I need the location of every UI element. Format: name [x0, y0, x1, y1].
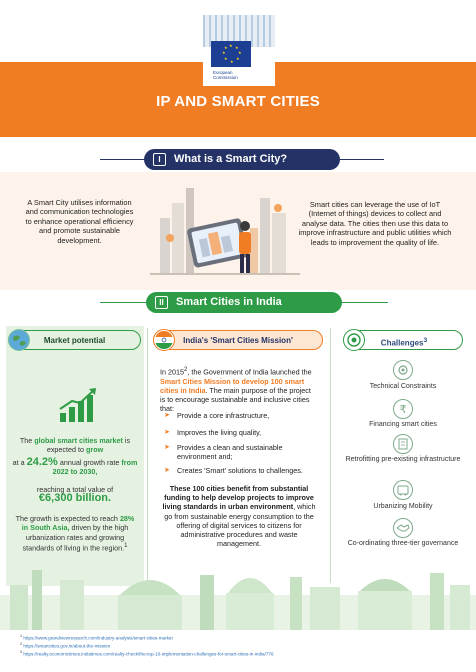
heading-line-left-2	[100, 302, 146, 303]
text-run: , the Government of India launched the	[187, 367, 312, 377]
mission-intro	[160, 366, 318, 413]
handshake-icon	[393, 518, 413, 538]
footnote-number: 2	[20, 642, 23, 646]
section-heading-india	[146, 292, 342, 313]
growth-chart-icon	[58, 387, 98, 423]
mission-heading	[153, 330, 323, 350]
footnote-number: 3	[20, 650, 23, 654]
logo-text	[213, 70, 273, 80]
european-commission-logo	[203, 15, 275, 85]
highlight-text: from 2022 to 2030,	[52, 458, 138, 477]
footnote-number: 1	[20, 634, 23, 638]
mission-title: India's 'Smart Cities Mission'	[183, 336, 293, 345]
bold-text: These 100 cities benefit from substantial funding to help develop projects to improve living standards in urban environment	[162, 484, 314, 512]
footnote-link[interactable]: https://www.grandviewresearch.com/industry-analysis/smart-cities-market	[23, 635, 173, 641]
arrow-icon: ➤	[164, 412, 170, 419]
footnote[interactable]	[20, 649, 460, 658]
footnote-link[interactable]: https://realty.economictimes.indiatimes.com/realty-check/the-top-10-implementation-challenges-for-smart-cities-in-india/776	[23, 651, 274, 657]
heading-line-left	[100, 159, 144, 160]
arrow-icon: ➤	[164, 467, 170, 474]
mission-bullet	[164, 428, 319, 437]
footnote-ref: 1	[124, 543, 128, 550]
svg-text:₹: ₹	[399, 403, 407, 416]
gear-icon	[393, 360, 413, 380]
bullet-text: Creates 'Smart' solutions to challenges.	[177, 466, 303, 475]
page-title: IP AND SMART CITIES	[156, 93, 320, 110]
bullet-text: Improves the living quality,	[177, 428, 262, 437]
highlight-text: 28% in South Asia,	[21, 514, 135, 533]
column-divider-2	[330, 328, 331, 583]
text-run: . The main purpose of the project is to encourage sustainable and inclusive cities that:	[160, 385, 311, 414]
highlight-text: Smart Cities Mission to develop 100 smart cities in India	[160, 376, 305, 395]
bullet-text: Provide a core infrastructure,	[177, 411, 270, 420]
challenge-label: Financing smart cities	[369, 421, 437, 428]
globe-icon	[8, 329, 30, 351]
market-south-asia-text	[12, 514, 138, 553]
smart-city-iot-text: Smart cities can leverage the use of IoT (Internet of things) devices to collect and analyse data. The cities then use this data to improve infrastructure and public utilities which leads to improvement the quality of life.	[298, 200, 452, 247]
challenge-label: Urbanizing Mobility	[373, 503, 433, 510]
section-heading-smart-city	[144, 149, 340, 170]
building-icon	[393, 434, 413, 454]
challenges-footnote-ref: 3	[423, 337, 428, 344]
section-title-2: Smart Cities in India	[176, 296, 282, 308]
market-total-value: €6,300 billion.	[38, 492, 112, 504]
bus-icon	[393, 480, 413, 500]
logo-line-1: European	[213, 70, 233, 75]
eu-flag-icon: ★ ★ ★ ★ ★ ★ ★ ★	[211, 41, 251, 67]
growth-rate-value: 24.2%	[26, 456, 58, 468]
smart-city-illustration	[150, 178, 300, 288]
mission-bullet	[164, 411, 319, 420]
highlight-text: global smart cities market	[34, 436, 123, 445]
bullet-text: Provides a clean and sustainable environment and;	[177, 443, 283, 462]
challenges-title: Challenges	[380, 338, 424, 348]
challenge-label: Retrofitting pre-existing infrastructure	[345, 456, 461, 463]
heading-line-right	[340, 159, 384, 160]
city-skyline-illustration	[0, 555, 476, 630]
market-total-label: reaching a total value of	[36, 485, 114, 494]
column-divider-1	[147, 328, 148, 583]
section-number-2: II	[155, 296, 168, 309]
target-icon	[343, 329, 365, 351]
heading-line-right-2	[342, 302, 388, 303]
section-number: I	[153, 153, 166, 166]
text-run: In 2015	[160, 367, 184, 377]
footnote-ref: 2	[183, 367, 188, 373]
mission-funding-text	[158, 484, 320, 548]
mission-bullet	[164, 443, 319, 461]
market-title: Market potential	[43, 336, 106, 345]
highlight-text: grow	[86, 445, 104, 455]
arrow-icon: ➤	[164, 429, 170, 436]
challenge-label: Technical Constraints	[369, 383, 437, 390]
challenge-label: Co-ordinating three-tier governance	[347, 540, 459, 547]
text-run: The	[19, 436, 35, 445]
india-flag-icon	[153, 329, 175, 351]
section-title: What is a Smart City?	[174, 153, 288, 165]
market-growth-text	[12, 436, 138, 455]
text-run: at a	[12, 458, 27, 467]
mission-bullet	[164, 466, 319, 475]
text-run: , which go from sustainable energy consumption to the offering of digital services to citizens for administrative procedures and waste management.	[164, 502, 316, 549]
smart-city-definition: A Smart City utilises information and communication technologies to enhance operational efficiency and promote sustainable development.	[25, 198, 134, 245]
text-run: annual growth rate	[57, 458, 122, 467]
logo-line-2: Commission	[213, 75, 238, 80]
text-run: is expected to	[46, 436, 131, 455]
arrow-icon: ➤	[164, 444, 170, 451]
footnote-link[interactable]: https://smartcities.gov.in/about-the-mission	[23, 643, 111, 649]
text-run: driven by the high urbanization rates and growing standards of living in the region.	[22, 523, 129, 553]
market-rate-text	[12, 458, 138, 477]
text-run: The growth is expected to reach	[15, 514, 120, 523]
rupee-icon	[393, 399, 413, 419]
